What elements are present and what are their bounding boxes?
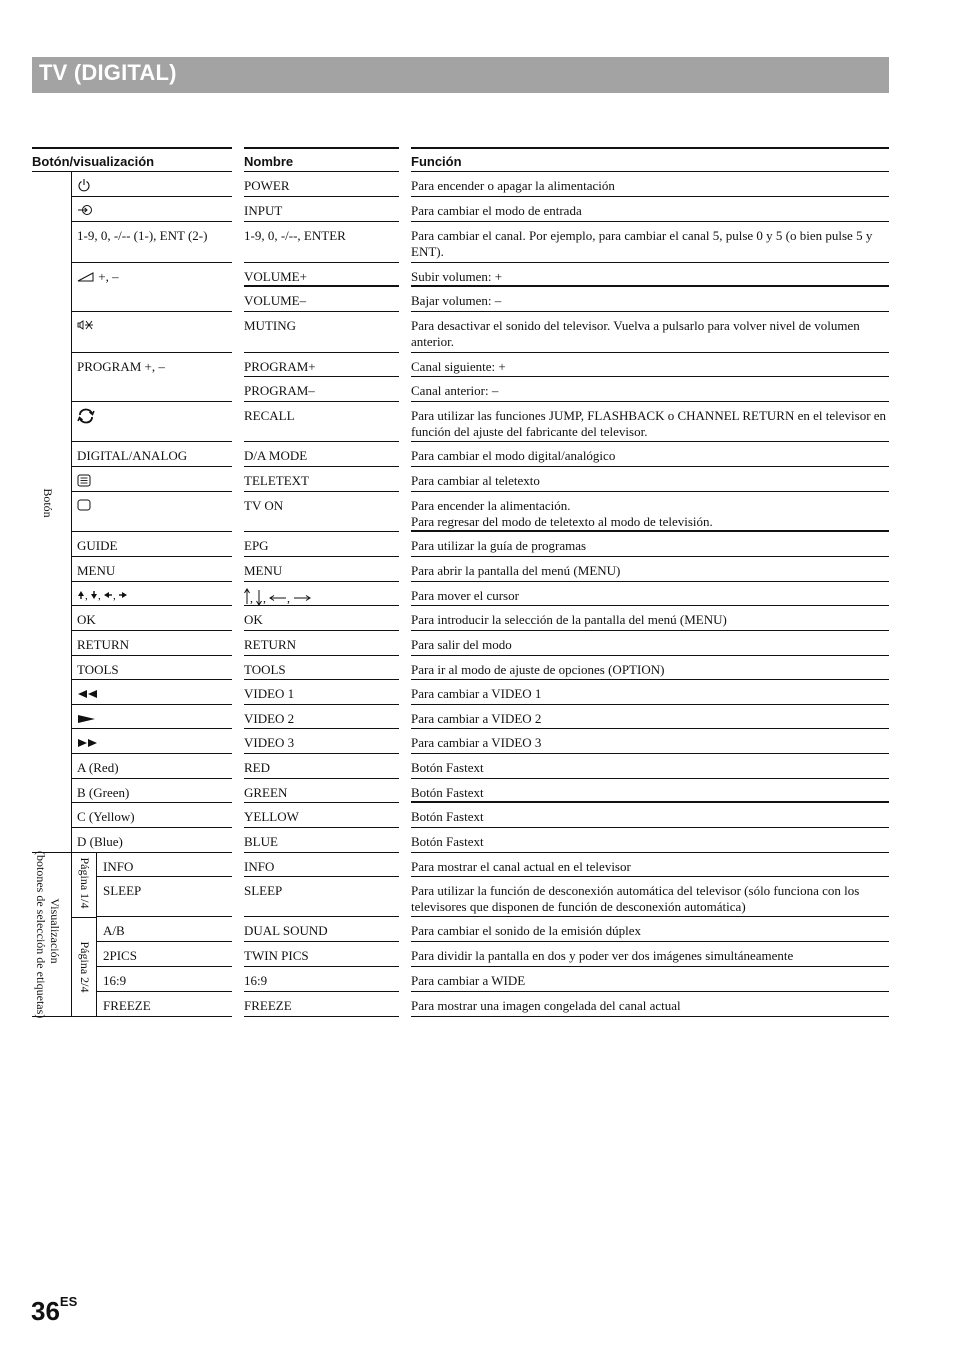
function-cell <box>411 729 889 754</box>
button-label: 1-9, 0, -/-- (1-), ENT (2-) <box>77 228 208 243</box>
header-nombre: Nombre <box>244 147 399 172</box>
button-cell <box>72 631 232 656</box>
function-text: Para mover el cursor <box>411 588 519 603</box>
function-cell <box>411 803 889 828</box>
button-cell <box>72 402 232 442</box>
name-cell <box>244 803 399 828</box>
button-cell <box>97 877 232 917</box>
button-label: A (Red) <box>77 760 119 775</box>
name-cell <box>244 172 399 197</box>
button-label: +, – <box>95 269 119 284</box>
function-cell <box>411 312 889 353</box>
function-text: Bajar volumen: – <box>411 293 502 308</box>
name-cell <box>244 377 399 402</box>
name-label: MUTING <box>244 318 296 333</box>
function-text: Botón Fastext <box>411 809 484 824</box>
input-icon <box>77 204 93 220</box>
function-text: Para utilizar la función de desconexión automática del televisor (sólo funciona con los televisores que disponen de función de desconexión automática) <box>411 883 860 914</box>
button-label: 2PICS <box>103 948 137 963</box>
function-text: Para ir al modo de ajuste de opciones (OPTION) <box>411 662 665 677</box>
function-text: Para mostrar el canal actual en el televisor <box>411 859 631 874</box>
group-label-visualizacion: Visualización (botones de selección de etiquetas) <box>34 851 62 1019</box>
name-cell <box>244 917 399 942</box>
button-cell <box>72 312 232 353</box>
button-label: RETURN <box>77 637 129 652</box>
button-label: D (Blue) <box>77 834 123 849</box>
button-cell <box>72 353 232 402</box>
function-text: Canal anterior: – <box>411 383 499 398</box>
button-cell <box>72 779 232 803</box>
name-cell <box>244 631 399 656</box>
name-cell <box>244 557 399 582</box>
button-label: OK <box>77 612 96 627</box>
function-text-2: Para regresar del modo de teletexto al modo de televisión. <box>411 514 713 529</box>
name-cell <box>244 680 399 705</box>
svg-text:,: , <box>85 590 88 602</box>
function-cell <box>411 631 889 656</box>
button-cell <box>72 754 232 779</box>
function-cell <box>411 656 889 680</box>
name-cell <box>244 532 399 557</box>
button-cell <box>72 492 232 532</box>
play-icon <box>77 712 97 728</box>
button-cell <box>72 582 232 606</box>
name-label: INPUT <box>244 203 283 218</box>
name-label: TV ON <box>244 498 284 513</box>
button-label: C (Yellow) <box>77 809 135 824</box>
function-text: Para cambiar al teletexto <box>411 473 540 488</box>
name-cell <box>244 828 399 853</box>
name-label: RECALL <box>244 408 295 423</box>
name-cell <box>244 942 399 967</box>
function-cell <box>411 877 889 917</box>
name-cell <box>244 729 399 754</box>
function-text: Botón Fastext <box>411 760 484 775</box>
tv-icon <box>77 499 91 515</box>
page-label-1: Página 1/4 <box>78 857 92 909</box>
function-cell <box>411 582 889 606</box>
function-text: Para cambiar a WIDE <box>411 973 526 988</box>
button-cell <box>72 557 232 582</box>
name-cell <box>244 754 399 779</box>
button-cell <box>72 172 232 197</box>
name-cell <box>244 877 399 917</box>
button-cell <box>72 828 232 853</box>
name-label: TOOLS <box>244 662 286 677</box>
function-cell <box>411 705 889 729</box>
name-cell <box>244 853 399 877</box>
name-cell <box>244 222 399 263</box>
function-cell <box>411 492 889 532</box>
teletext-icon <box>77 474 91 491</box>
name-label: PROGRAM– <box>244 383 315 398</box>
button-cell <box>97 967 232 992</box>
button-cell <box>72 467 232 492</box>
button-cell <box>97 853 232 877</box>
name-cell <box>244 582 399 606</box>
header-boton: Botón/visualización <box>32 147 232 172</box>
name-cell <box>244 442 399 467</box>
name-label: VIDEO 1 <box>244 686 295 701</box>
button-cell <box>97 917 232 942</box>
name-cell <box>244 197 399 222</box>
name-label: TELETEXT <box>244 473 309 488</box>
name-label: OK <box>244 612 263 627</box>
function-cell <box>411 377 889 402</box>
name-label: 16:9 <box>244 973 268 988</box>
name-cell <box>244 467 399 492</box>
section-title-bar <box>32 57 889 93</box>
function-text: Para cambiar el sonido de la emisión dúplex <box>411 923 641 938</box>
button-cell <box>72 803 232 828</box>
function-text: Para cambiar el modo digital/analógico <box>411 448 616 463</box>
function-text: Subir volumen: + <box>411 269 503 284</box>
fast-forward-icon <box>77 736 99 752</box>
cursor-arrows-icon <box>77 589 135 605</box>
group-label-boton: Botón <box>41 488 55 518</box>
button-label: TOOLS <box>77 662 119 677</box>
name-label: MENU <box>244 563 283 578</box>
svg-text:,: , <box>263 591 266 605</box>
name-label: EPG <box>244 538 269 553</box>
name-cell <box>244 779 399 803</box>
name-label: VOLUME– <box>244 293 307 308</box>
button-cell <box>72 263 232 312</box>
name-cell <box>244 492 399 532</box>
name-label: TWIN PICS <box>244 948 309 963</box>
button-label: A/B <box>103 923 125 938</box>
page-number: $36^{ES}$ <box>31 1294 78 1326</box>
function-text: Para cambiar a VIDEO 2 <box>411 711 542 726</box>
function-text: Para dividir la pantalla en dos y poder ver dos imágenes simultáneamente <box>411 948 794 963</box>
page-bottom <box>72 1016 97 1017</box>
button-label: SLEEP <box>103 883 142 898</box>
button-cell <box>72 442 232 467</box>
name-label: PROGRAM+ <box>244 359 316 374</box>
function-cell <box>411 853 889 877</box>
section-title: TV (DIGITAL) <box>39 60 177 85</box>
name-cell <box>244 287 399 312</box>
button-label: MENU <box>77 563 116 578</box>
button-label: GUIDE <box>77 538 118 553</box>
function-cell <box>411 917 889 942</box>
name-label: FREEZE <box>244 998 292 1013</box>
name-label: 1-9, 0, -/--, ENTER <box>244 228 346 243</box>
page-label-2: Página 2/4 <box>78 941 92 993</box>
function-text: Para utilizar las funciones JUMP, FLASHBACK o CHANNEL RETURN en el televisor en función del ajuste del fabricante del televisor. <box>411 408 887 439</box>
function-cell <box>411 754 889 779</box>
function-text: Botón Fastext <box>411 785 484 800</box>
function-cell <box>411 992 889 1017</box>
name-label: DUAL SOUND <box>244 923 328 938</box>
function-cell <box>411 779 889 803</box>
power-icon <box>77 178 91 196</box>
name-label: VIDEO 3 <box>244 735 295 750</box>
button-cell <box>72 532 232 557</box>
function-text: Para utilizar la guía de programas <box>411 538 587 553</box>
button-label: B (Green) <box>77 785 130 800</box>
button-label: INFO <box>103 859 134 874</box>
svg-text:,: , <box>287 591 290 605</box>
button-label: 16:9 <box>103 973 127 988</box>
function-cell <box>411 828 889 853</box>
function-text: Canal siguiente: + <box>411 359 506 374</box>
function-cell <box>411 532 889 557</box>
function-cell <box>411 172 889 197</box>
name-label: GREEN <box>244 785 288 800</box>
function-text: Para cambiar el canal. Por ejemplo, para cambiar el canal 5, pulse 0 y 5 (o bien pulse 5 y ENT). <box>411 228 873 259</box>
name-label: YELLOW <box>244 809 299 824</box>
button-cell <box>72 197 232 222</box>
name-label: INFO <box>244 859 275 874</box>
name-label: SLEEP <box>244 883 283 898</box>
name-cell <box>244 705 399 729</box>
header-funcion: Función <box>411 147 889 172</box>
function-cell <box>411 402 889 442</box>
button-cell <box>97 992 232 1017</box>
muting-icon <box>77 319 93 335</box>
function-cell <box>411 467 889 492</box>
function-text: Para mostrar una imagen congelada del canal actual <box>411 998 681 1013</box>
button-cell <box>72 656 232 680</box>
function-text: Para salir del modo <box>411 637 512 652</box>
svg-text:,: , <box>250 591 253 605</box>
function-text: Para cambiar el modo de entrada <box>411 203 582 218</box>
function-text: Para introducir la selección de la pantalla del menú (MENU) <box>411 612 727 627</box>
function-cell <box>411 942 889 967</box>
name-cell <box>244 606 399 631</box>
name-cell <box>244 992 399 1017</box>
function-text: Para encender la alimentación. <box>411 498 571 513</box>
function-text: Para abrir la pantalla del menú (MENU) <box>411 563 621 578</box>
name-cell <box>244 967 399 992</box>
name-label: VIDEO 2 <box>244 711 295 726</box>
name-cell <box>244 402 399 442</box>
function-text: Botón Fastext <box>411 834 484 849</box>
button-label: PROGRAM +, – <box>77 359 165 374</box>
name-cell <box>244 312 399 353</box>
function-cell <box>411 263 889 287</box>
button-cell <box>72 705 232 729</box>
function-cell <box>411 222 889 263</box>
name-label: RETURN <box>244 637 296 652</box>
name-cell <box>244 263 399 287</box>
function-cell <box>411 287 889 312</box>
button-label: DIGITAL/ANALOG <box>77 448 188 463</box>
function-text: Para cambiar a VIDEO 3 <box>411 735 542 750</box>
rewind-icon <box>77 687 99 703</box>
function-cell <box>411 197 889 222</box>
name-label: RED <box>244 760 270 775</box>
function-cell <box>411 967 889 992</box>
svg-text:,: , <box>98 590 101 602</box>
function-cell <box>411 557 889 582</box>
name-label: BLUE <box>244 834 278 849</box>
button-cell <box>72 729 232 754</box>
button-label: FREEZE <box>103 998 151 1013</box>
function-text: Para cambiar a VIDEO 1 <box>411 686 542 701</box>
button-cell <box>97 942 232 967</box>
name-cell <box>244 353 399 377</box>
button-cell <box>72 606 232 631</box>
svg-text:,: , <box>113 590 116 602</box>
button-cell <box>72 680 232 705</box>
function-text: Para desactivar el sonido del televisor. Vuelva a pulsarlo para volver nivel de volumen anterior. <box>411 318 860 349</box>
name-label: POWER <box>244 178 290 193</box>
button-cell <box>72 222 232 263</box>
function-cell <box>411 680 889 705</box>
function-text: Para encender o apagar la alimentación <box>411 178 615 193</box>
name-label: D/A MODE <box>244 448 308 463</box>
function-cell <box>411 442 889 467</box>
name-cell <box>244 656 399 680</box>
function-cell <box>411 353 889 377</box>
volume-icon <box>77 270 95 286</box>
name-label: VOLUME+ <box>244 269 307 284</box>
function-cell <box>411 606 889 631</box>
recall-icon <box>77 408 95 428</box>
